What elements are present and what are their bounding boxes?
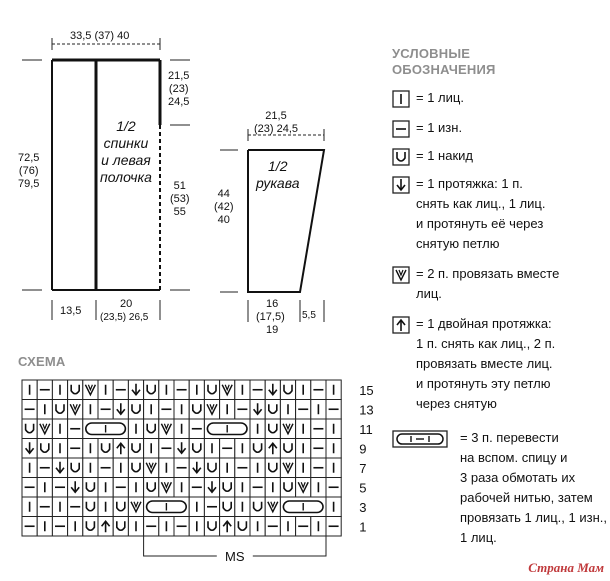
chart-cell <box>128 458 143 478</box>
chart-cell <box>37 458 52 478</box>
chart-cell <box>113 497 128 517</box>
chart-cell <box>265 380 280 400</box>
chart-cell <box>22 439 37 459</box>
chart-cell <box>280 517 295 537</box>
chart-cell <box>52 400 67 420</box>
chart-row <box>22 419 341 439</box>
chart-cell <box>113 439 128 459</box>
chart-cell <box>128 380 143 400</box>
chart-cell <box>113 400 128 420</box>
chart-cell <box>83 497 98 517</box>
chart-cell <box>296 380 311 400</box>
chart-cell <box>311 439 326 459</box>
legend-text: = 3 п. перевести на вспом. спицу и 3 раза обмотать их рабочей нитью, затем провязать 1 лиц., 1 изн., 1 лиц. <box>460 430 607 545</box>
chart-cell <box>204 497 219 517</box>
chart-title: СХЕМА <box>18 354 66 369</box>
chart-cell <box>235 497 250 517</box>
body-bottom-right-sizes: (23,5) 26,5 <box>100 312 149 323</box>
chart-cell <box>98 497 113 517</box>
chart-cell <box>250 458 265 478</box>
sleeve-bottom-2: (17,5) <box>256 311 285 323</box>
repeat-label: MS <box>225 549 245 564</box>
chart-cell <box>280 419 295 439</box>
chart-cell <box>204 400 219 420</box>
chart-cell <box>128 478 143 498</box>
purl-icon <box>392 120 410 138</box>
chart-cell <box>204 478 219 498</box>
chart-cell <box>128 517 143 537</box>
row-number: 11 <box>359 421 373 437</box>
chart-cell <box>220 458 235 478</box>
row-number: 13 <box>359 402 374 418</box>
chart-cell <box>22 419 37 439</box>
chart-cell <box>159 400 174 420</box>
chart-cell <box>311 400 326 420</box>
chart-cell <box>311 517 326 537</box>
chart-cell <box>235 380 250 400</box>
chart-cell <box>22 400 37 420</box>
chart-cell <box>326 478 341 498</box>
chart-cell <box>174 419 189 439</box>
chart-cell <box>98 439 113 459</box>
chart-row <box>22 497 341 517</box>
chart-cell <box>144 419 159 439</box>
chart-cell <box>22 478 37 498</box>
chart-cell <box>280 478 295 498</box>
legend-heading: УСЛОВНЫЕ ОБОЗНАЧЕНИЯ <box>392 46 496 77</box>
chart-cell <box>83 517 98 537</box>
garment-schematic <box>0 0 380 340</box>
chart-cell <box>68 419 83 439</box>
chart-cell <box>220 400 235 420</box>
chart-cell <box>68 497 83 517</box>
chart-cell <box>22 517 37 537</box>
chart-cell <box>326 419 341 439</box>
sleeve-bottom-side: 5,5 <box>302 310 316 321</box>
chart-cell <box>265 419 280 439</box>
chart-cell <box>250 380 265 400</box>
chart-cell <box>326 439 341 459</box>
chart-cell <box>68 458 83 478</box>
chart-cell <box>220 439 235 459</box>
chart-cell <box>52 478 67 498</box>
chart-cell <box>265 400 280 420</box>
chart-cell <box>37 517 52 537</box>
row-number: 15 <box>359 382 374 398</box>
chart-cell <box>159 458 174 478</box>
chart-cell <box>250 439 265 459</box>
chart-cell <box>204 439 219 459</box>
chart-cell <box>265 497 280 517</box>
chart-cell <box>128 439 143 459</box>
body-piece-label: 1/2 спинки и левая полочка <box>100 118 152 185</box>
chart-cell <box>296 458 311 478</box>
legend-text: = 1 накид <box>416 148 473 163</box>
chart-cell <box>113 380 128 400</box>
chart-cell <box>174 458 189 478</box>
chart-cell <box>189 439 204 459</box>
chart-cell <box>159 478 174 498</box>
chart-cell <box>37 400 52 420</box>
chart-cell <box>235 478 250 498</box>
chart-cell <box>144 439 159 459</box>
chart-cell <box>83 380 98 400</box>
chart-cell <box>189 458 204 478</box>
chart-cell <box>174 400 189 420</box>
chart-cell <box>144 458 159 478</box>
chart-cell <box>326 400 341 420</box>
chart-cell <box>113 478 128 498</box>
chart-cell <box>174 517 189 537</box>
row-number: 1 <box>359 519 367 535</box>
chart-cell <box>311 419 326 439</box>
chart-cell <box>174 439 189 459</box>
chart-cell <box>52 517 67 537</box>
chart-cell <box>189 380 204 400</box>
chart-cell <box>280 458 295 478</box>
chart-cell <box>37 439 52 459</box>
chart-cell <box>37 419 52 439</box>
chart-row <box>22 400 341 420</box>
chart-cell <box>326 497 341 517</box>
sleeve-bottom-1: 16 <box>266 298 279 310</box>
chart-cell <box>52 380 67 400</box>
chart-cell <box>174 380 189 400</box>
chart-cell <box>159 517 174 537</box>
ssk-icon <box>392 176 410 194</box>
chart-cell <box>83 458 98 478</box>
legend-text: = 1 изн. <box>416 120 463 135</box>
cluster-icon <box>392 430 448 448</box>
row-number: 7 <box>359 460 367 476</box>
chart-cell <box>235 400 250 420</box>
double-decrease-icon <box>392 316 410 334</box>
chart-cell <box>83 478 98 498</box>
chart-cell <box>128 419 143 439</box>
chart-cell <box>189 497 204 517</box>
sleeve-top-width: 21,5 (23) 24,5 <box>254 110 299 135</box>
chart-cell <box>144 478 159 498</box>
chart-cell <box>220 478 235 498</box>
chart-cell <box>250 478 265 498</box>
chart-cell <box>204 458 219 478</box>
chart-cell <box>52 497 67 517</box>
body-top-width: 33,5 (37) 40 <box>70 30 130 42</box>
k2tog-icon <box>392 266 410 284</box>
legend-text: = 1 лиц. <box>416 90 464 105</box>
chart-cell <box>52 439 67 459</box>
legend-text: = 2 п. провязать вместе лиц. <box>416 266 560 301</box>
chart-cell <box>311 380 326 400</box>
chart-cell <box>250 400 265 420</box>
chart-cell <box>22 497 37 517</box>
body-bottom-right: 20 <box>120 298 133 310</box>
chart-cell <box>22 380 37 400</box>
chart-cell <box>128 497 143 517</box>
chart-cell <box>98 458 113 478</box>
chart-cell <box>144 380 159 400</box>
legend-text: = 1 двойная протяжка: 1 п. снять как лиц., 2 п. провязать вместе лиц. и протянуть эту петлю через снятую <box>416 316 556 411</box>
row-number: 5 <box>359 480 367 496</box>
body-bottom-left: 13,5 <box>60 305 82 317</box>
chart-cell <box>68 400 83 420</box>
chart-cell <box>311 458 326 478</box>
chart-cell <box>265 517 280 537</box>
legend-text: = 1 протяжка: 1 п. снять как лиц., 1 лиц. и протянуть её через снятую петлю <box>416 176 546 251</box>
chart-cell <box>98 478 113 498</box>
chart-cell <box>280 380 295 400</box>
knit-icon <box>392 90 410 108</box>
chart-cell <box>52 419 67 439</box>
chart-cell <box>326 517 341 537</box>
chart-cell <box>280 400 295 420</box>
chart-cell <box>68 478 83 498</box>
chart-cell <box>68 517 83 537</box>
chart-cell <box>144 400 159 420</box>
body-shoulder-height: 21,5 (23) 24,5 <box>168 70 190 108</box>
sleeve-piece-label: 1/2 рукава <box>256 158 300 191</box>
chart-cell <box>159 439 174 459</box>
chart-cell <box>265 439 280 459</box>
chart-cell <box>250 419 265 439</box>
chart-cell <box>128 400 143 420</box>
chart-row <box>22 517 341 537</box>
chart-row <box>22 439 341 459</box>
body-total-height: 72,5 (76) 79,5 <box>18 152 40 190</box>
chart-cell <box>189 400 204 420</box>
chart-cell <box>189 517 204 537</box>
chart-cell <box>159 380 174 400</box>
chart-cell <box>280 439 295 459</box>
chart-cell <box>235 439 250 459</box>
chart-cell <box>326 458 341 478</box>
chart-cell <box>144 517 159 537</box>
chart-cell <box>265 458 280 478</box>
chart-row <box>22 478 341 498</box>
chart-cell <box>204 517 219 537</box>
chart-cell <box>98 517 113 537</box>
chart-cell <box>189 419 204 439</box>
watermark: Страна Мам <box>528 560 604 575</box>
chart-cell <box>189 478 204 498</box>
chart-cell <box>68 380 83 400</box>
body-side-height: 51 (53) 55 <box>170 180 190 218</box>
chart-row <box>22 458 341 478</box>
chart-cell <box>37 497 52 517</box>
row-number: 3 <box>359 499 367 515</box>
chart-cell <box>37 380 52 400</box>
chart-cell <box>159 419 174 439</box>
chart-cell <box>250 517 265 537</box>
chart-cell <box>326 380 341 400</box>
sleeve-height: 44 (42) 40 <box>214 188 234 226</box>
chart-cell <box>220 380 235 400</box>
chart-cell <box>113 517 128 537</box>
chart-cell <box>250 497 265 517</box>
chart-cell <box>296 419 311 439</box>
sleeve-bottom-3: 19 <box>266 324 279 336</box>
chart-cell <box>52 458 67 478</box>
yarn-over-icon <box>392 148 410 166</box>
chart-cell <box>113 458 128 478</box>
chart-cell <box>235 458 250 478</box>
chart-cell <box>174 478 189 498</box>
chart-cell <box>22 458 37 478</box>
chart-cell <box>68 439 83 459</box>
stitch-chart <box>0 370 380 570</box>
chart-cell <box>83 439 98 459</box>
chart-cell <box>235 517 250 537</box>
chart-cell <box>296 478 311 498</box>
chart-cell <box>83 400 98 420</box>
chart-cell <box>296 517 311 537</box>
chart-cell <box>98 400 113 420</box>
row-number: 9 <box>359 441 367 457</box>
chart-cell <box>37 478 52 498</box>
chart-cell <box>204 380 219 400</box>
chart-cell <box>220 517 235 537</box>
chart-cell <box>220 497 235 517</box>
chart-row <box>22 380 341 400</box>
chart-cell <box>98 380 113 400</box>
chart-cell <box>296 439 311 459</box>
chart-cell <box>311 478 326 498</box>
chart-cell <box>296 400 311 420</box>
chart-cell <box>265 478 280 498</box>
